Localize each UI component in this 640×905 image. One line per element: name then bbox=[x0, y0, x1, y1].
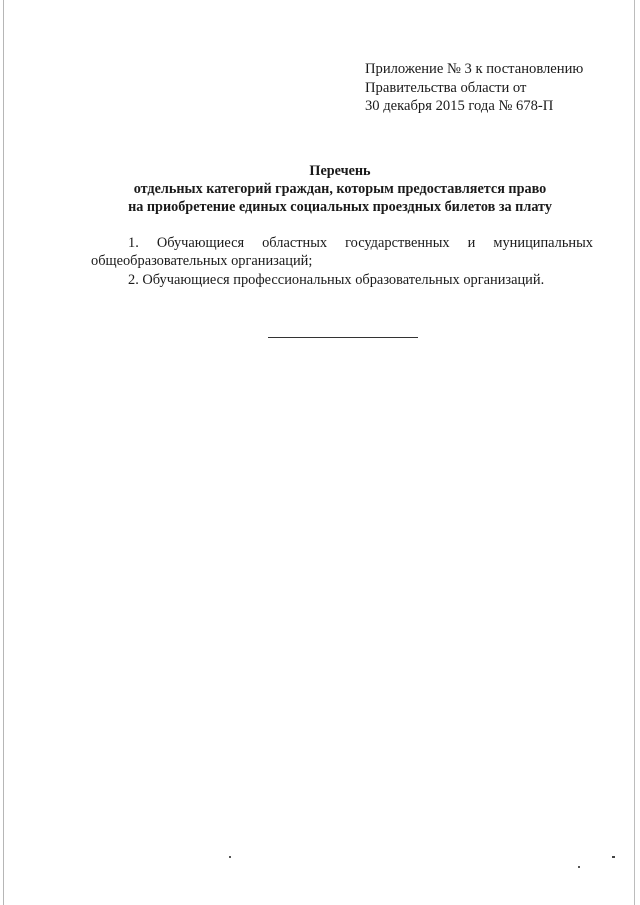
scan-speck bbox=[578, 866, 580, 868]
heading-title: Перечень bbox=[309, 163, 371, 179]
scan-speck bbox=[229, 856, 231, 858]
scan-edge-left bbox=[3, 0, 4, 905]
list-item-1-line-2: общеобразовательных организаций; bbox=[91, 253, 313, 270]
appendix-reference bbox=[365, 60, 583, 116]
heading-line-3: на приобретение единых социальных проездных билетов за плату bbox=[128, 199, 552, 215]
appendix-line-2: Правительства области от bbox=[365, 79, 527, 96]
appendix-line-3: 30 декабря 2015 года № 678-П bbox=[365, 98, 554, 114]
heading-line-2: отдельных категорий граждан, которым предоставляется право bbox=[133, 181, 547, 197]
scan-speck bbox=[612, 856, 615, 858]
scan-edge-right bbox=[634, 0, 635, 905]
categories-list bbox=[91, 234, 593, 289]
closing-divider-line bbox=[268, 337, 418, 338]
list-item-2: 2. Обучающиеся профессиональных образовательных организаций. bbox=[128, 271, 545, 288]
document-heading bbox=[60, 162, 620, 216]
appendix-line-1: Приложение № 3 к постановлению bbox=[365, 61, 584, 77]
list-item-1-line-1: 1. Обучающиеся областных государственных и муниципальных bbox=[128, 235, 593, 251]
